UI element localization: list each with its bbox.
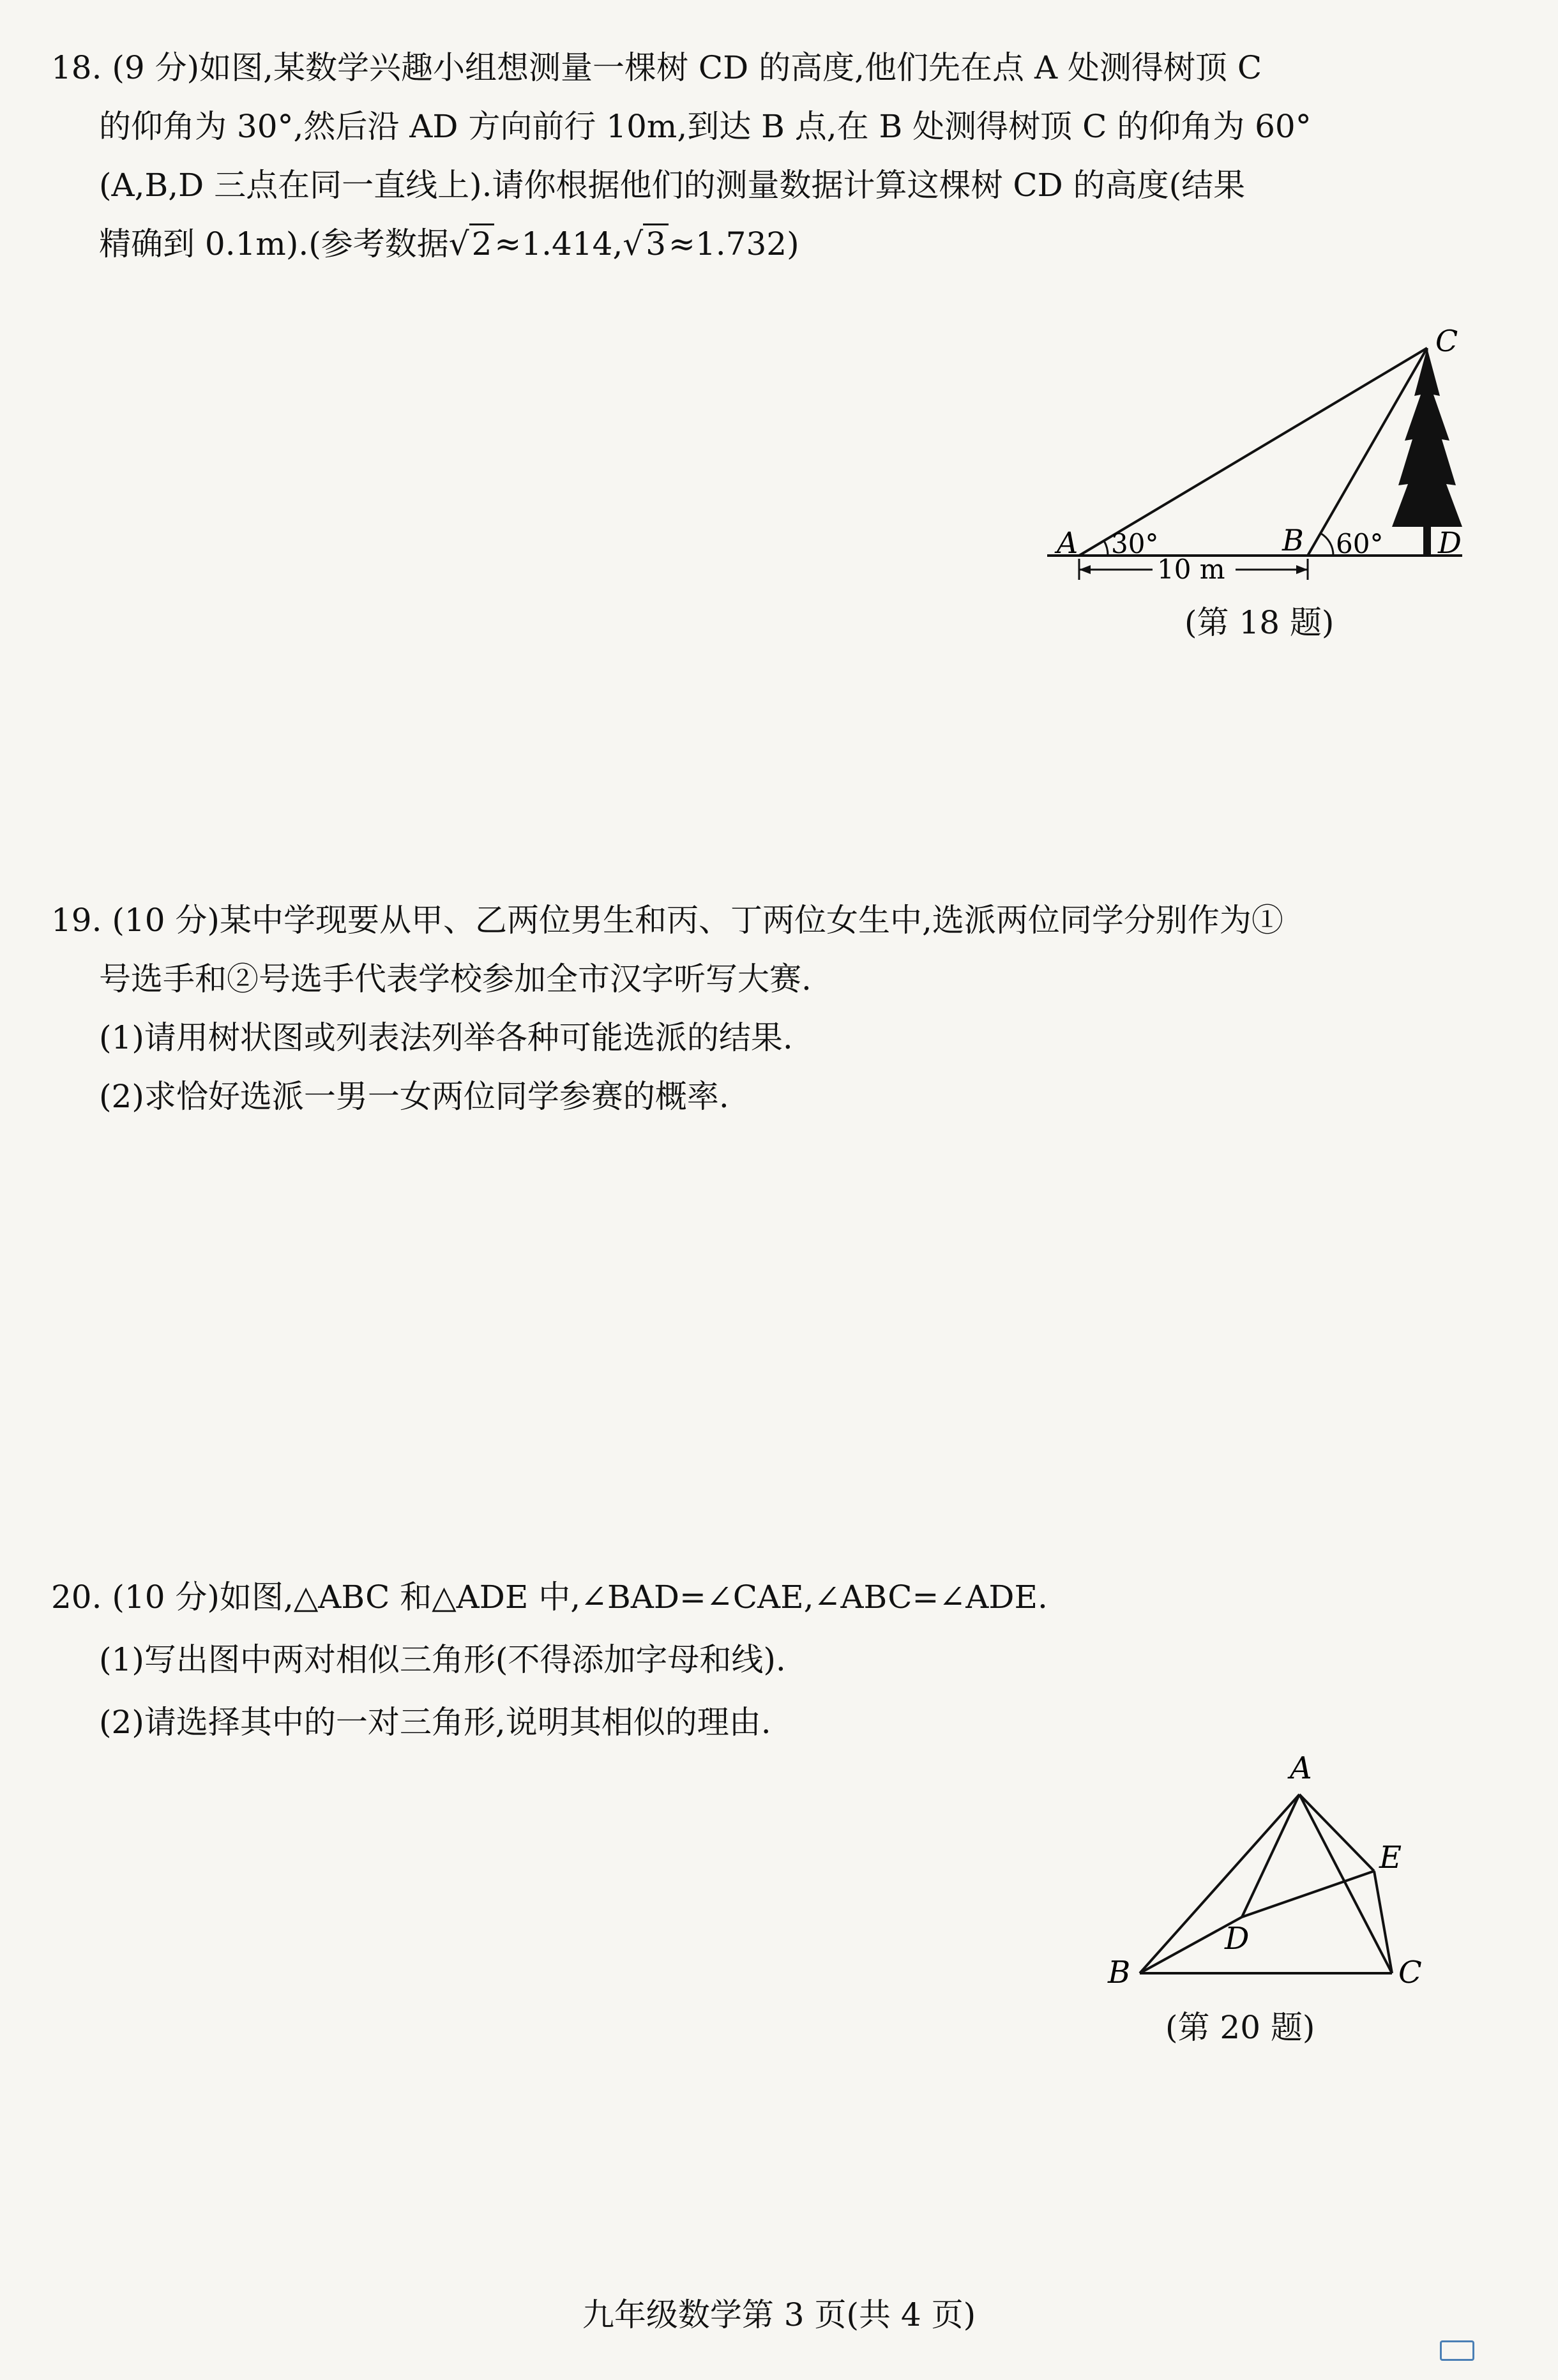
q18-line-3: (A,B,D 三点在同一直线上).请你根据他们的测量数据计算这棵树 CD 的高度(结果 [99,167,1246,204]
label-a: A [1057,526,1078,560]
watermark-icon [1440,2340,1474,2361]
label-c: C [1435,324,1458,358]
figure-20-caption: (第 20 题) [1165,2009,1315,2046]
label-a: A [1290,1750,1312,1786]
label-d: D [1225,1921,1250,1957]
figure-18 [1022,319,1481,613]
segment-de [1242,1871,1374,1917]
label-b: B [1108,1955,1131,1986]
dim-arrow-left [1079,565,1091,574]
angle-a-label: 30° [1111,528,1159,559]
q19-part-1: (1)请用树状图或列表法列举各种可能选派的结果. [99,1019,793,1056]
distance-label: 10 m [1157,554,1225,585]
question-20 [51,1568,1494,1752]
angle-b-label: 60° [1336,528,1384,559]
segment-ae [1299,1794,1374,1871]
segment-ac [1079,348,1427,556]
label-d: D [1438,526,1462,560]
question-19 [51,891,1494,1126]
q19-line-2: 号选手和②号选手代表学校参加全市汉字听写大赛. [99,960,812,997]
q20-part-1: (1)写出图中两对相似三角形(不得添加字母和线). [99,1641,786,1678]
q20-line-1: 20. (10 分)如图,△ABC 和△ADE 中,∠BAD=∠CAE,∠ABC=∠ADE. [51,1579,1048,1616]
segment-ac [1299,1794,1392,1973]
tree-trunk [1423,527,1431,556]
sqrt-3: √3 [623,224,669,262]
q19-part-2: (2)求恰好选派一男一女两位同学参赛的概率. [99,1078,729,1115]
q19-line-1: 19. (10 分)某中学现要从甲、乙两位男生和丙、丁两位女生中,选派两位同学分别作为① [51,902,1283,939]
label-c: C [1398,1955,1422,1986]
page-footer: 九年级数学第 3 页(共 4 页) [582,2296,976,2333]
q18-line-1: 18. (9 分)如图,某数学兴趣小组想测量一棵树 CD 的高度,他们先在点 A 处测得树顶 C [51,49,1262,86]
q18-line-2: 的仰角为 30°,然后沿 AD 方向前行 10m,到达 B 点,在 B 处测得树顶 C 的仰角为 60° [99,108,1312,145]
approx-1: ≈1.414, [494,225,623,262]
label-e: E [1379,1840,1402,1876]
figure-20 [1079,1743,1437,1986]
question-18 [51,38,1494,273]
watermark-logo [1440,2340,1478,2361]
sqrt-2: √2 [449,224,495,262]
angle-arc-b [1320,533,1333,556]
dim-arrow-right [1296,565,1308,574]
angle-arc-a [1104,541,1108,556]
q18-line-4-prefix: 精确到 0.1m).(参考数据 [99,225,449,262]
q20-part-2: (2)请选择其中的一对三角形,说明其相似的理由. [99,1704,771,1741]
segment-ab [1140,1794,1299,1973]
label-b: B [1282,523,1304,557]
figure-18-caption: (第 18 题) [1184,604,1335,641]
segment-ad [1242,1794,1299,1917]
q18-line-4 [51,215,1494,273]
approx-2: ≈1.732) [669,225,799,262]
tree-icon [1392,348,1462,527]
